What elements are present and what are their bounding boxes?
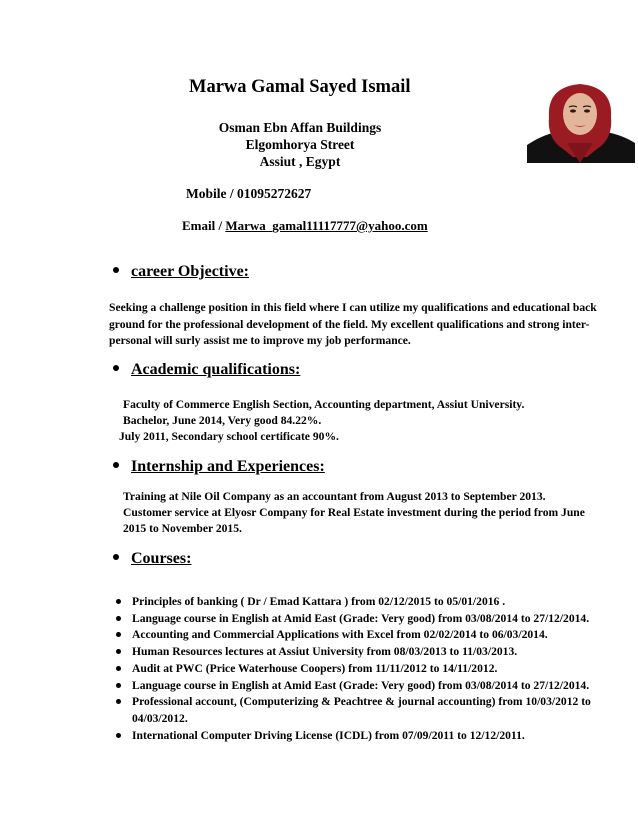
career-text-line: ground for the professional development of the field. My excellent qualifications and strong inter- [109, 317, 590, 331]
list-item: Professional account, (Computerizing & Peachtree & journal accounting) from 10/03/2012 to 04/03/2012. [116, 694, 636, 727]
bullet-icon [116, 632, 121, 637]
address-line-1: Osman Ebn Affan Buildings [218, 120, 382, 135]
bullet-icon [113, 462, 119, 468]
courses-heading: Courses: [113, 550, 191, 568]
internship-line: Customer service at Elyosr Company for Real Estate investment during the period from June [123, 506, 585, 519]
internship-heading: Internship and Experiences: [113, 458, 325, 476]
address-line-3: Assiut , Egypt [259, 154, 341, 169]
list-item: Human Resources lectures at Assiut University from 08/03/2013 to 11/03/2013. [116, 644, 636, 661]
email-label: Email / [182, 218, 226, 233]
internship-line: Training at Nile Oil Company as an accountant from August 2013 to September 2013. [123, 490, 546, 503]
career-text-line: personal will surly assist me to improve my job performance. [109, 334, 411, 347]
list-item: Language course in English at Amid East (Grade: Very good) from 03/08/2014 to 27/12/2014. [116, 611, 636, 628]
academic-line: Faculty of Commerce English Section, Accounting department, Assiut University. [123, 398, 525, 411]
bullet-icon [113, 554, 119, 560]
list-item: Principles of banking ( Dr / Emad Kattara ) from 02/12/2015 to 05/01/2016 . [116, 594, 636, 611]
address-line-2: Elgomhorya Street [245, 137, 355, 152]
bullet-icon [116, 683, 121, 688]
bullet-icon [113, 267, 119, 273]
bullet-icon [113, 365, 119, 371]
list-item: Accounting and Commercial Applications with Excel from 02/02/2014 to 06/03/2014. [116, 627, 636, 644]
courses-list [116, 594, 636, 744]
academic-line: July 2011, Secondary school certificate 90%. [119, 430, 339, 443]
career-objective-heading: career Objective: [113, 263, 249, 281]
bullet-icon [116, 733, 121, 738]
career-text-line: Seeking a challenge position in this field where I can utilize my qualifications and educational back [109, 301, 597, 314]
career-objective-text [109, 300, 638, 350]
email-link[interactable]: Marwa_gamal11117777@yahoo.com [225, 218, 428, 233]
academic-heading: Academic qualifications: [113, 361, 300, 379]
email-row [182, 218, 428, 234]
list-item: Language course in English at Amid East (Grade: Very good) from 03/08/2014 to 27/12/2014. [116, 678, 636, 695]
bullet-icon [116, 599, 121, 604]
portrait-photo-icon [527, 81, 635, 163]
applicant-name: Marwa Gamal Sayed Ismail [189, 77, 411, 97]
list-item: International Computer Driving License (ICDL) from 07/09/2011 to 12/12/2011. [116, 728, 636, 745]
academic-line: Bachelor, June 2014, Very good 84.22%. [123, 414, 322, 427]
bullet-icon [116, 649, 121, 654]
bullet-icon [116, 666, 121, 671]
mobile-number: Mobile / 01095272627 [186, 186, 312, 201]
bullet-icon [116, 616, 121, 621]
internship-line: 2015 to November 2015. [123, 522, 242, 535]
list-item: Audit at PWC (Price Waterhouse Coopers) from 11/11/2012 to 14/11/2012. [116, 661, 636, 678]
bullet-icon [116, 699, 121, 704]
